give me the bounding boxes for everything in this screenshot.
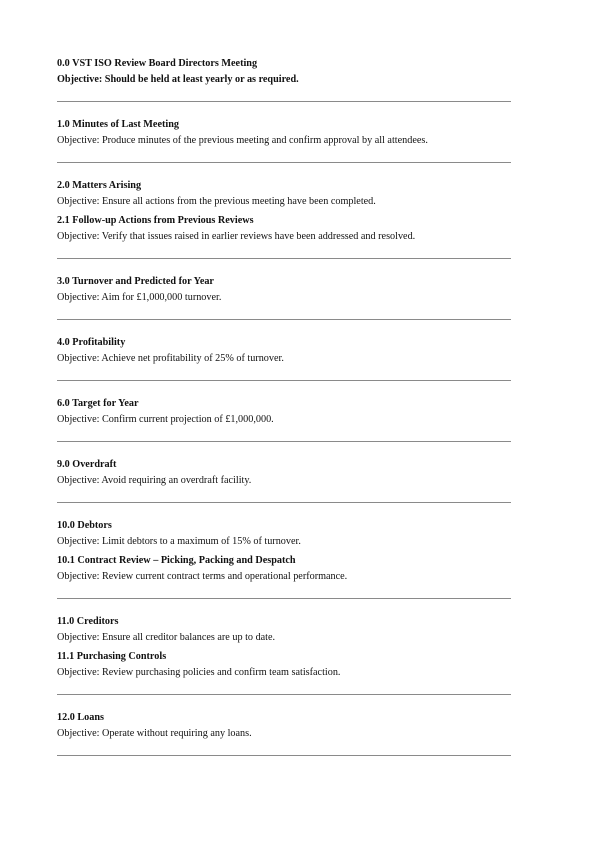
section-objective: Objective: Aim for £1,000,000 turnover. <box>57 292 222 303</box>
subsection-objective: Objective: Review purchasing policies and confirm team satisfaction. <box>57 667 341 678</box>
subsection-heading: 11.1 Purchasing Controls <box>57 651 167 662</box>
section-heading: 2.0 Matters Arising <box>57 180 142 191</box>
subsection-heading: 2.1 Follow-up Actions from Previous Reviews <box>57 215 254 226</box>
section-objective: Objective: Achieve net profitability of 25% of turnover. <box>57 353 284 364</box>
subsection-objective: Objective: Review current contract terms and operational performance. <box>57 571 348 582</box>
section-heading: 10.0 Debtors <box>57 520 112 531</box>
meeting-header <box>57 57 511 102</box>
section-objective: Objective: Ensure all creditor balances are up to date. <box>57 632 276 643</box>
section-turnover <box>57 259 511 320</box>
section-minutes <box>57 102 511 163</box>
section-heading: 12.0 Loans <box>57 712 104 723</box>
section-loans <box>57 695 511 756</box>
section-profitability <box>57 320 511 381</box>
section-overdraft <box>57 442 511 503</box>
document-page <box>57 57 511 756</box>
section-heading: 6.0 Target for Year <box>57 398 139 409</box>
section-objective: Objective: Limit debtors to a maximum of 15% of turnover. <box>57 536 301 547</box>
section-matters-arising <box>57 163 511 259</box>
section-heading: 4.0 Profitability <box>57 337 126 348</box>
section-creditors <box>57 599 511 695</box>
subsection-objective: Objective: Verify that issues raised in earlier reviews have been addressed and resolved. <box>57 231 416 242</box>
section-debtors <box>57 503 511 599</box>
section-heading: 9.0 Overdraft <box>57 459 117 470</box>
section-objective: Objective: Operate without requiring any loans. <box>57 728 252 739</box>
subsection-heading: 10.1 Contract Review – Picking, Packing and Despatch <box>57 555 296 566</box>
section-objective: Objective: Produce minutes of the previous meeting and confirm approval by all attendees. <box>57 135 428 146</box>
section-objective: Objective: Ensure all actions from the previous meeting have been completed. <box>57 196 376 207</box>
meeting-title: 0.0 VST ISO Review Board Directors Meeting <box>57 58 258 69</box>
meeting-objective: Objective: Should be held at least yearly or as required. <box>57 74 299 85</box>
section-heading: 1.0 Minutes of Last Meeting <box>57 119 179 130</box>
section-heading: 11.0 Creditors <box>57 616 119 627</box>
section-heading: 3.0 Turnover and Predicted for Year <box>57 276 214 287</box>
section-objective: Objective: Confirm current projection of £1,000,000. <box>57 414 274 425</box>
section-target <box>57 381 511 442</box>
section-objective: Objective: Avoid requiring an overdraft facility. <box>57 475 252 486</box>
